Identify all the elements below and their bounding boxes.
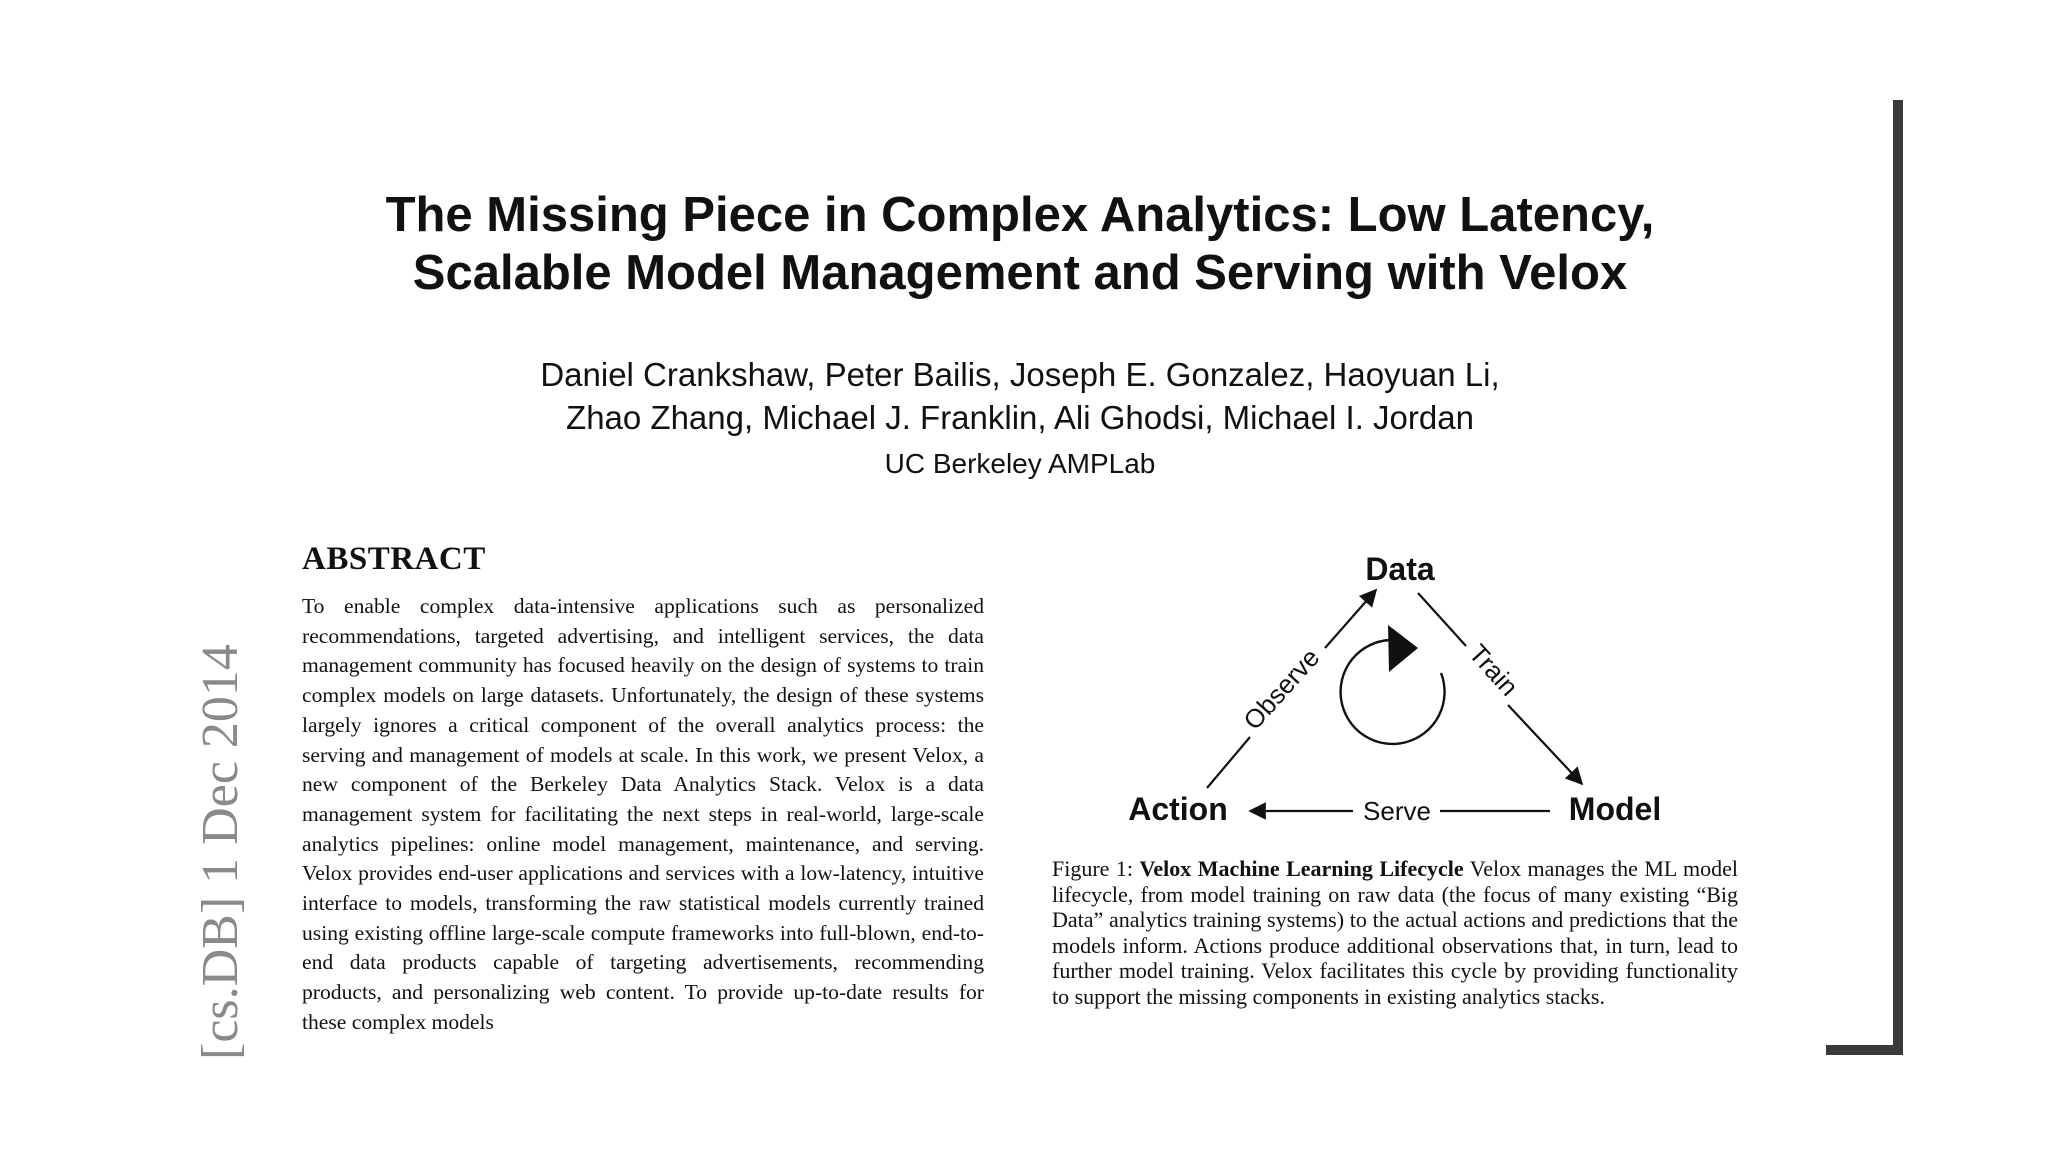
abstract-heading: ABSTRACT bbox=[302, 541, 486, 577]
caption-prefix: Figure 1: bbox=[1052, 856, 1134, 881]
abstract-text: To enable complex data-intensive applications such as personalized recommendations, targeted advertising, and intelligent services, the data management community has focused heavily on the design of systems to train complex models on large datasets. Unfortunately, the design of these systems largely ignores a critical component of the overall analytics process: the serving and management of models at scale. In this work, we present Velox, a new component of the Berkeley Data Analytics Stack. Velox is a data management system for facilitating the next steps in real-world, large-scale analytics pipelines: online model management, maintenance, and serving. Velox provides end-user applications and services with a low-latency, intuitive interface to models, transforming the raw statistical models currently trained using existing offline large-scale compute frameworks into full-blown, end-to-end data products capable of targeting advertisements, recommending products, and personalizing web content. To provide up-to-date results for these complex models bbox=[302, 594, 984, 1034]
figure-caption bbox=[1052, 856, 1738, 1009]
arxiv-stamp: [cs.DB] 1 Dec 2014 bbox=[192, 644, 249, 1060]
edge-train-label: Train bbox=[1463, 638, 1525, 702]
page-border-right bbox=[1893, 100, 1903, 1055]
observe-arrow-line-lower bbox=[1207, 737, 1250, 788]
author-line-1: Daniel Crankshaw, Peter Bailis, Joseph E. Gonzalez, Haoyuan Li, bbox=[540, 356, 1500, 393]
lifecycle-diagram bbox=[1100, 540, 1700, 840]
paper-title-line-2: Scalable Model Management and Serving with Velox bbox=[412, 246, 1628, 300]
affiliation: UC Berkeley AMPLab bbox=[884, 448, 1156, 479]
observe-arrow-line-upper bbox=[1325, 590, 1376, 648]
node-action-label: Action bbox=[1128, 791, 1228, 827]
node-model-label: Model bbox=[1568, 791, 1662, 827]
author-line-2: Zhao Zhang, Michael J. Franklin, Ali Ghodsi, Michael I. Jordan bbox=[566, 399, 1474, 436]
author-list bbox=[300, 353, 1740, 439]
abstract-body bbox=[302, 592, 984, 1054]
node-data-label: Data bbox=[1365, 551, 1435, 587]
edge-observe-label: Observe bbox=[1237, 642, 1326, 736]
page-border-bottom bbox=[1826, 1045, 1903, 1055]
paper-title bbox=[300, 186, 1740, 302]
caption-title: Velox Machine Learning Lifecycle bbox=[1139, 856, 1464, 881]
edge-serve-label: Serve bbox=[1363, 796, 1431, 826]
train-arrow-line-lower bbox=[1508, 705, 1582, 784]
paper-title-line-1: The Missing Piece in Complex Analytics: Low Latency, bbox=[385, 188, 1655, 242]
cycle-arrowhead-icon bbox=[1388, 625, 1418, 672]
train-arrow-line-upper bbox=[1418, 593, 1466, 646]
caption-text: Velox manages the ML model lifecycle, from model training on raw data (the focus of many existing “Big Data” analytics training systems) to the actual actions and predictions that the models inform. Actions produce additional observations that, in turn, lead to further model training. Velox facilitates this cycle by providing functionality to support the missing components in existing analytics stacks. bbox=[1052, 856, 1739, 1009]
